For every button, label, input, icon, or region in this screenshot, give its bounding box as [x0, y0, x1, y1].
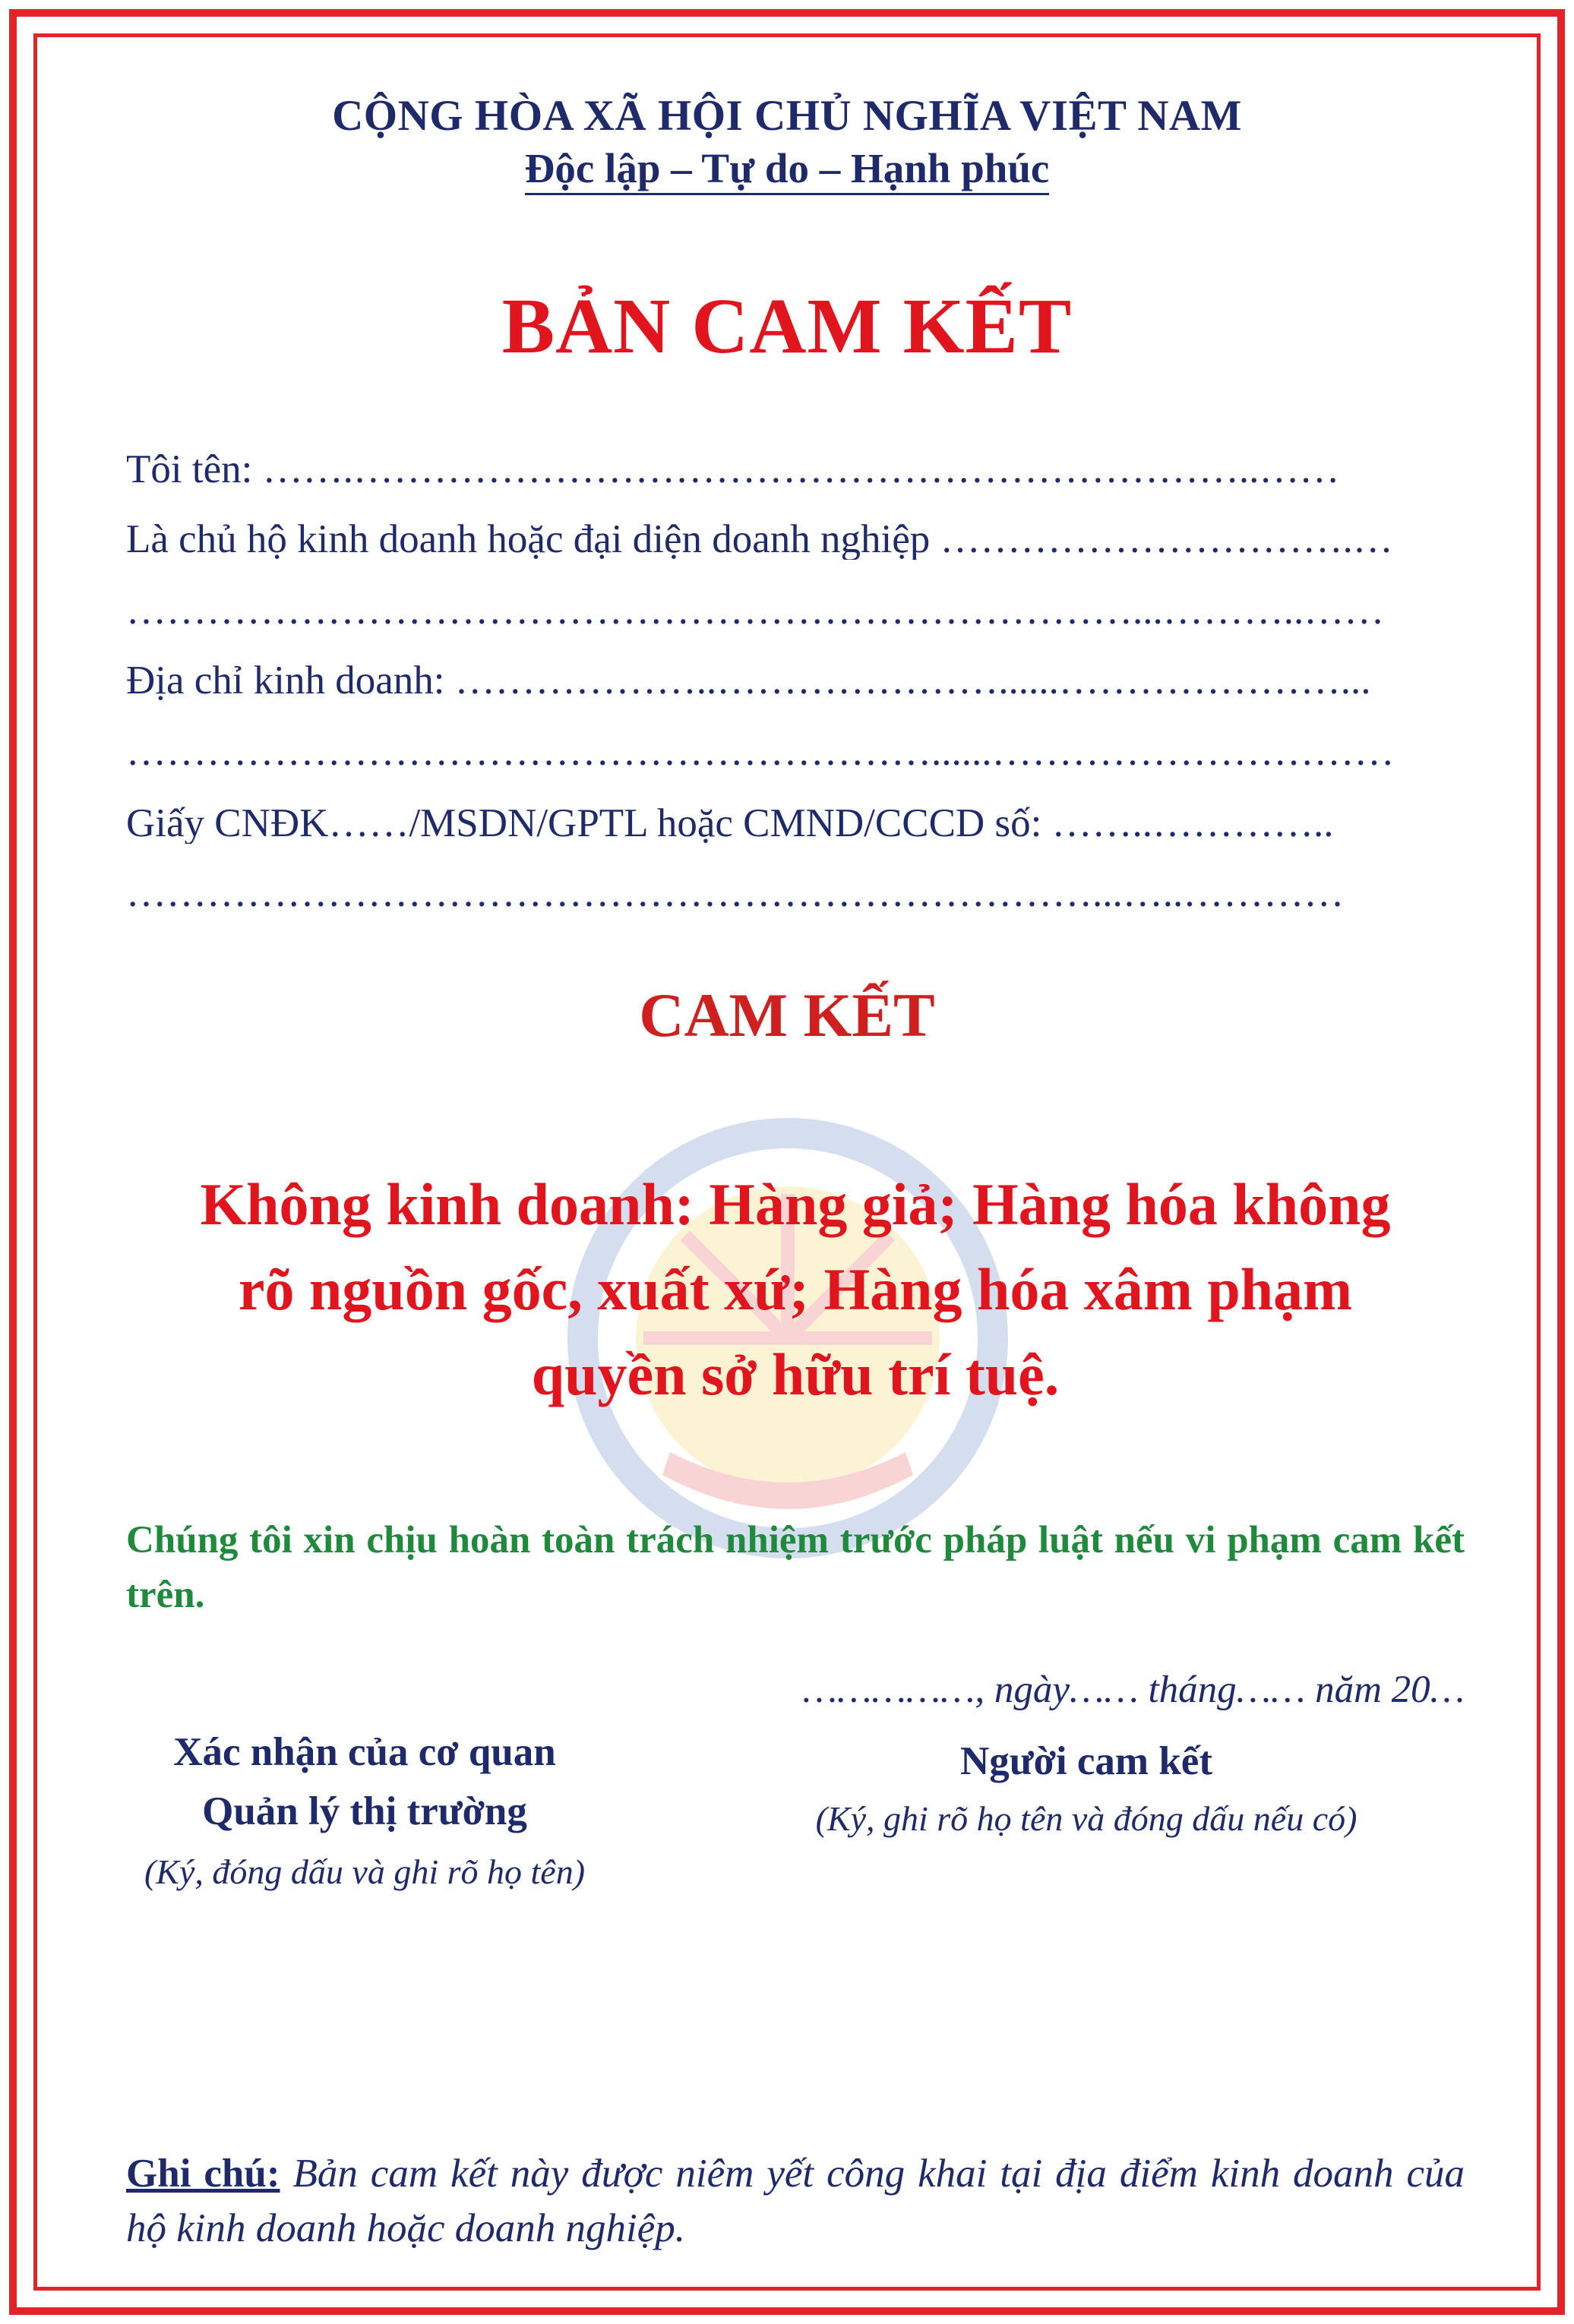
note-label: Ghi chú: — [126, 2152, 280, 2196]
field-owner: Là chủ hộ kinh doanh hoặc đại diện doanh nghiệp ………………………….… — [126, 519, 1393, 560]
right-signature-block — [760, 1732, 1413, 1839]
field-address: Địa chỉ kinh doanh: ………………..…………………......…………………... — [126, 661, 1371, 701]
document-title: BẢN CAM KẾT — [501, 283, 1073, 370]
commitment-heading: CAM KẾT — [639, 980, 935, 1050]
commitment-statement — [126, 1162, 1465, 1417]
field-address-continued: ……………………………………………………......………………………… — [126, 732, 1395, 772]
field-name: Tôi tên: …….…………………………………………………………..…… — [126, 450, 1340, 490]
left-signature-title-1: Xác nhận của cơ quan — [173, 1730, 556, 1774]
commitment-line: rõ nguồn gốc, xuất xứ; Hàng hóa xâm phạm — [238, 1256, 1353, 1322]
field-license-continued: ………………………………………………………………...…..………… — [126, 873, 1345, 914]
right-signature-title: Người cam kết — [960, 1739, 1212, 1783]
field-license: Giấy CNĐK……/MSDN/GPTL hoặc CMND/CCCD số: ……..………….. — [126, 804, 1334, 844]
left-signature-block — [99, 1722, 631, 1892]
motto-header — [0, 144, 1574, 192]
note-text: Bản cam kết này được niêm yết công khai tại địa điểm kinh doanh của hộ kinh doanh hoặc doanh nghiệp. — [126, 2152, 1465, 2250]
commitment-line: quyền sở hữu trí tuệ. — [531, 1341, 1060, 1407]
commitment-line: Không kinh doanh: Hàng giả; Hàng hóa không — [200, 1171, 1391, 1237]
motto-text: Độc lập – Tự do – Hạnh phúc — [525, 145, 1050, 195]
left-signature-hint: (Ký, đóng dấu và ghi rõ họ tên) — [144, 1852, 586, 1891]
date-line: ……………, ngày…… tháng…… năm 20… — [802, 1669, 1465, 1711]
left-signature-title-2: Quản lý thị trường — [202, 1789, 527, 1833]
right-signature-hint: (Ký, ghi rõ họ tên và đóng dấu nếu có) — [815, 1799, 1357, 1838]
country-header: CỘNG HÒA XÃ HỘI CHỦ NGHĨA VIỆT NAM — [332, 92, 1242, 140]
responsibility-statement: Chúng tôi xin chịu hoàn toàn trách nhiệm trước pháp luật nếu vi phạm cam kết trên. — [126, 1519, 1465, 1616]
field-owner-continued: …………………………………………………………………...………..…… — [126, 591, 1385, 631]
note-block — [126, 2146, 1465, 2256]
